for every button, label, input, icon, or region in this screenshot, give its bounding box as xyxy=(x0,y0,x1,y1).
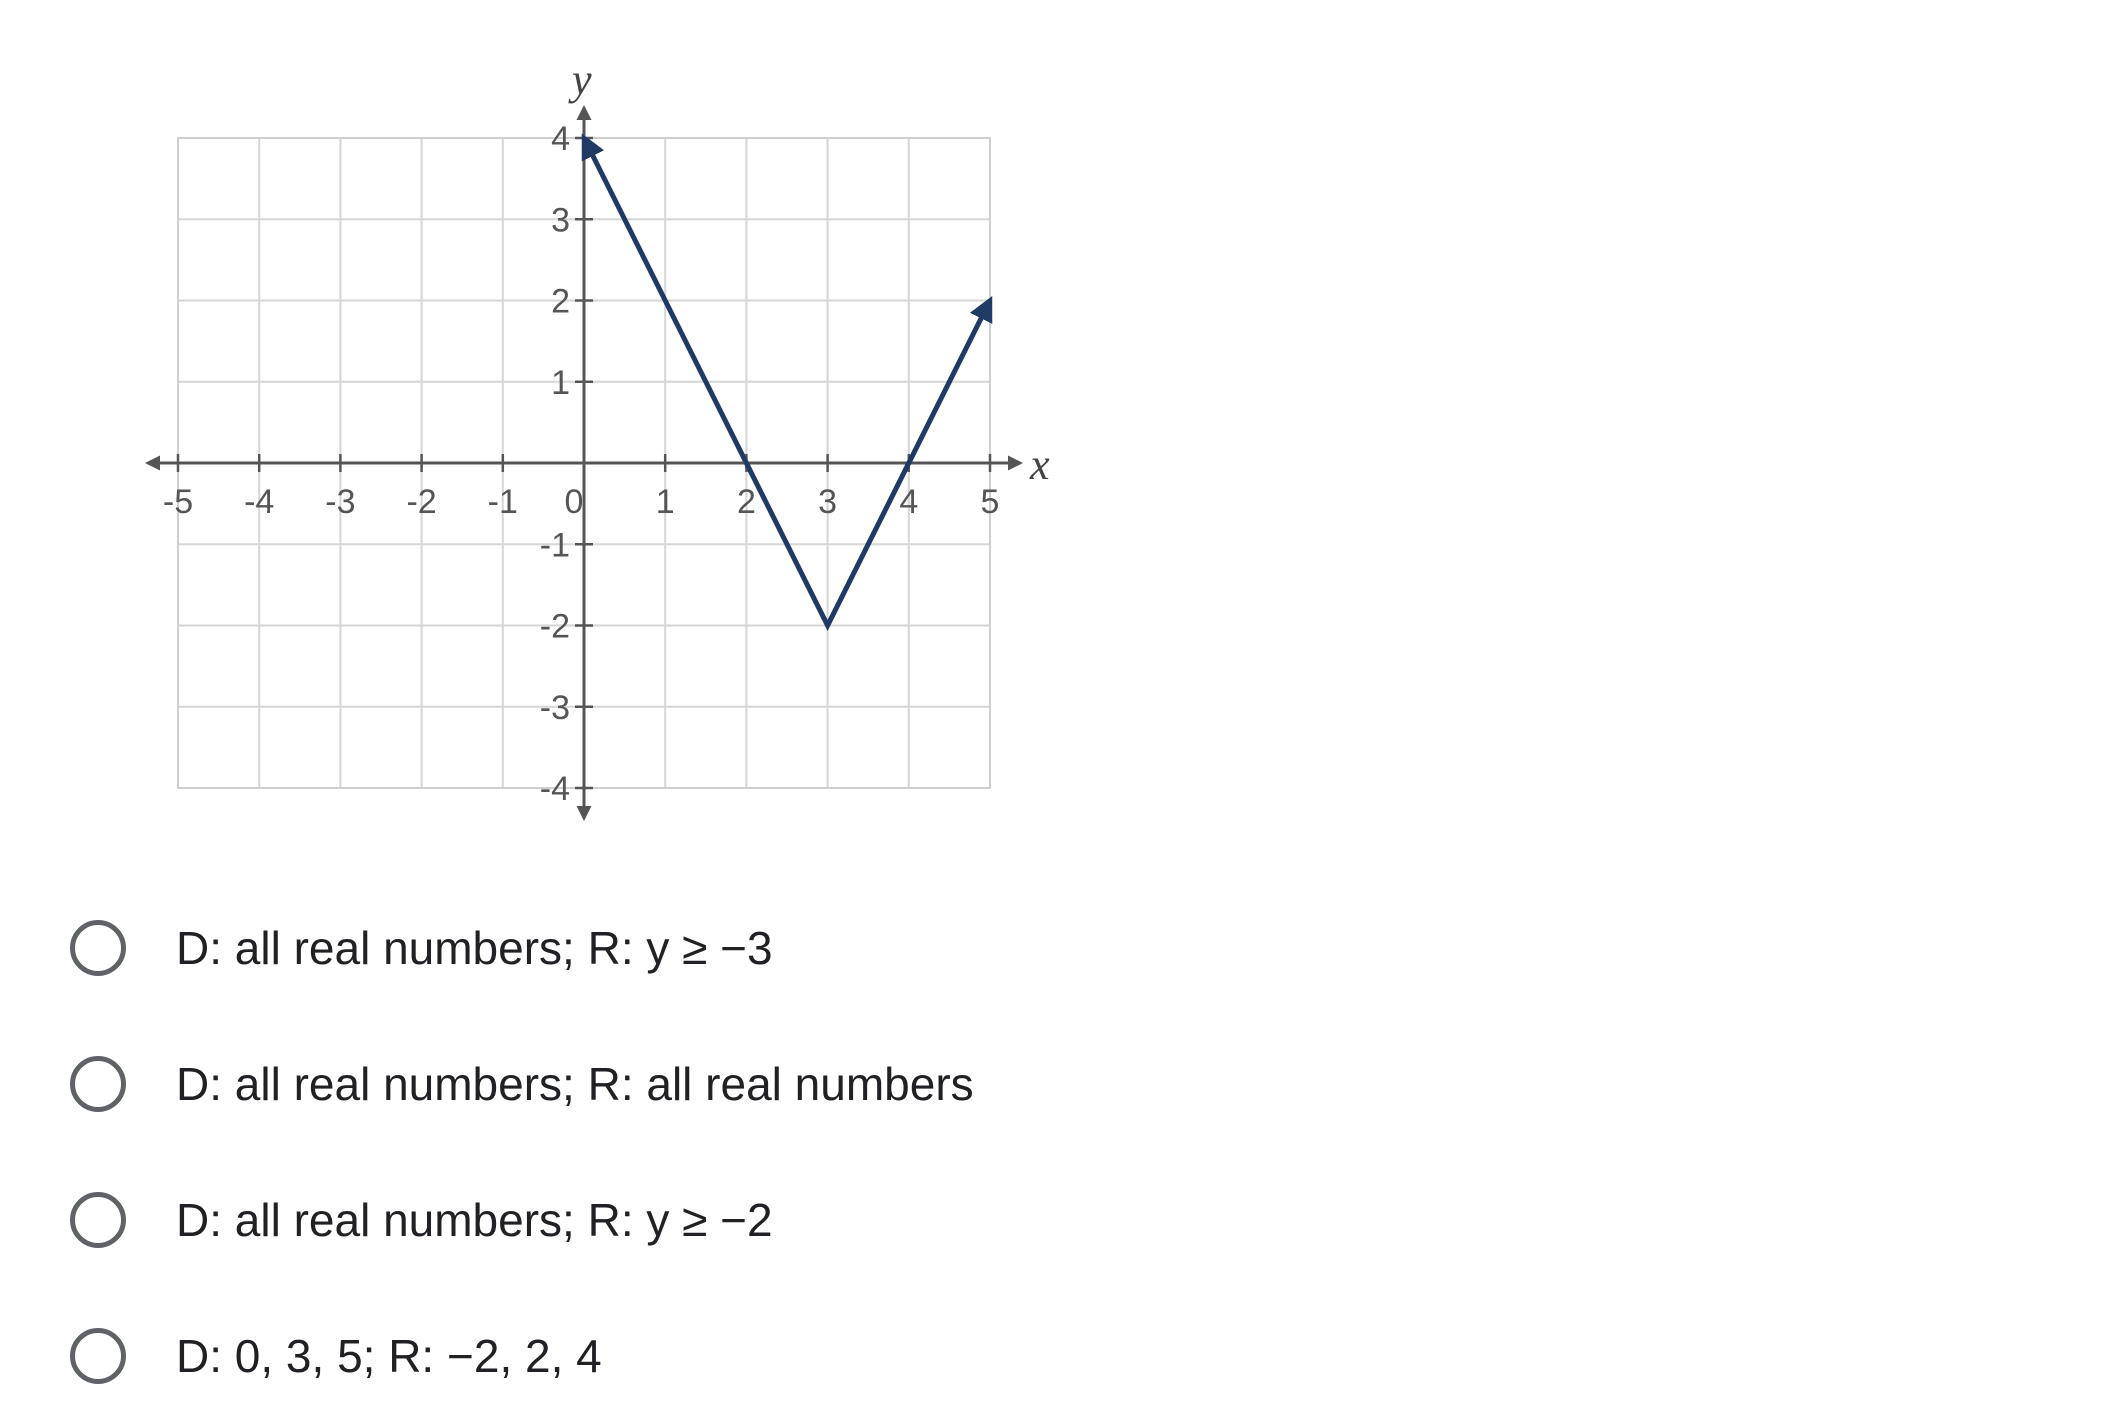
radio-button-3[interactable] xyxy=(70,1192,126,1248)
x-tick-label: 0 xyxy=(564,483,584,521)
choice-option-3[interactable] xyxy=(70,1152,1670,1288)
choice-option-1[interactable] xyxy=(70,880,1670,1016)
radio-button-4[interactable] xyxy=(70,1328,126,1384)
choice-option-4[interactable] xyxy=(70,1288,1670,1414)
graph-svg xyxy=(110,40,1110,840)
y-tick-label: -2 xyxy=(539,607,570,646)
choice-label-2: D: all real numbers; R: all real numbers xyxy=(176,1058,974,1110)
choice-label-4: D: 0, 3, 5; R: −2, 2, 4 xyxy=(176,1330,602,1382)
x-tick-label: -4 xyxy=(244,483,275,521)
choice-label-3: D: all real numbers; R: y ≥ −2 xyxy=(176,1194,773,1246)
x-tick-label: 5 xyxy=(980,483,1000,521)
x-axis-label: x xyxy=(1030,440,1050,489)
x-tick-label: 2 xyxy=(736,483,756,521)
x-tick-label: -3 xyxy=(325,483,356,521)
x-tick-label: 1 xyxy=(655,483,675,521)
answer-choices xyxy=(70,880,1670,1414)
y-tick-label: -4 xyxy=(539,770,570,808)
x-tick-label: 3 xyxy=(818,483,838,521)
radio-button-2[interactable] xyxy=(70,1056,126,1112)
y-tick-label: -3 xyxy=(539,688,570,727)
x-tick-label: -1 xyxy=(487,483,518,521)
y-tick-label: -1 xyxy=(539,526,570,565)
y-axis-label: y xyxy=(572,55,592,104)
radio-button-1[interactable] xyxy=(70,920,126,976)
y-tick-label: 1 xyxy=(551,363,570,402)
y-tick-label: 2 xyxy=(551,282,570,321)
x-tick-label: -5 xyxy=(162,483,194,521)
y-tick-label: 4 xyxy=(551,120,570,158)
x-tick-label: -2 xyxy=(406,483,437,521)
x-tick-label: 4 xyxy=(899,483,919,521)
choice-label-1: D: all real numbers; R: y ≥ −3 xyxy=(176,922,773,974)
y-tick-label: 3 xyxy=(551,201,570,240)
function-graph xyxy=(110,40,1110,840)
choice-option-2[interactable] xyxy=(70,1016,1670,1152)
